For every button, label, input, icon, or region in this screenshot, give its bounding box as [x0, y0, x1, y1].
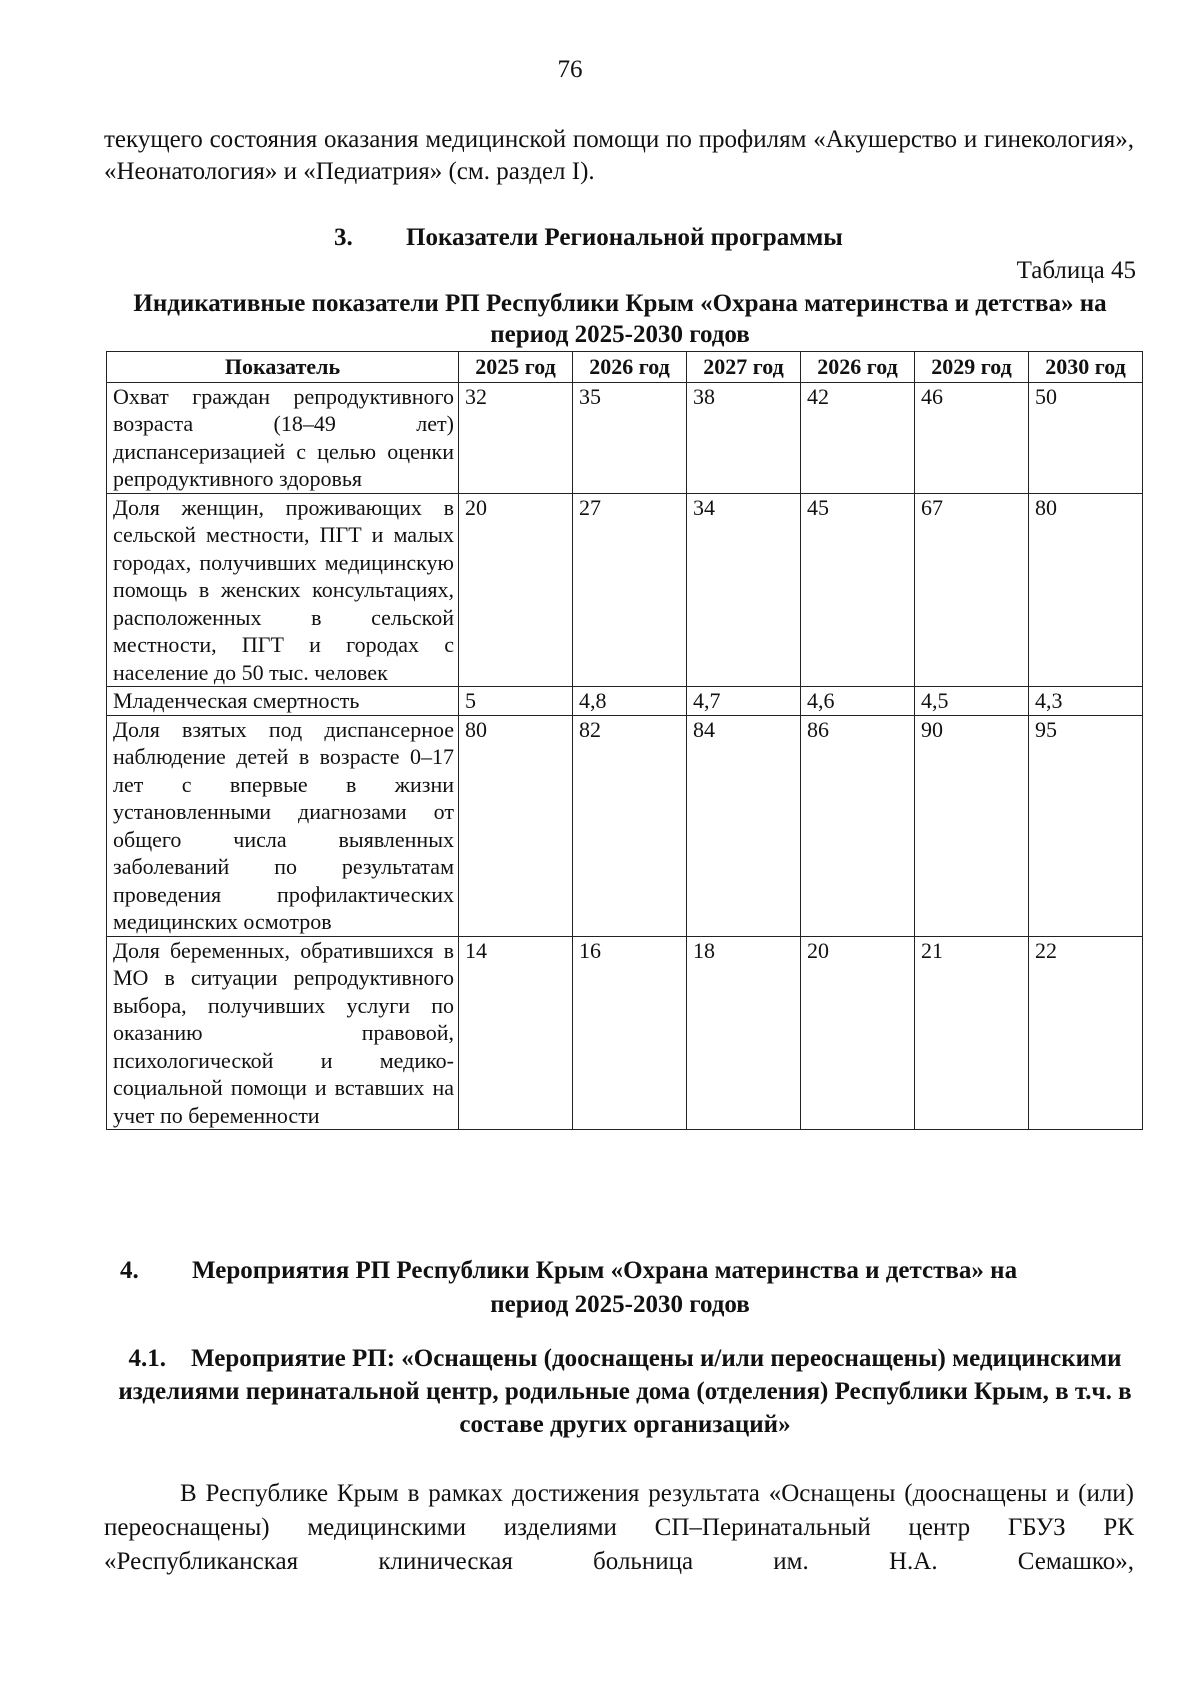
value-cell: 5 [459, 687, 573, 716]
table-row [107, 936, 1143, 1130]
value-cell: 16 [573, 936, 687, 1130]
value-cell: 21 [915, 936, 1029, 1130]
section-4-heading [110, 1254, 1130, 1322]
value-cell: 34 [687, 493, 801, 687]
value-cell: 67 [915, 493, 1029, 687]
section-4-title-line2: период 2025-2030 годов [490, 1291, 750, 1318]
indicators-table [106, 351, 1143, 1130]
value-cell: 4,7 [687, 687, 801, 716]
value-cell: 50 [1029, 382, 1143, 493]
column-header: 2027 год [687, 352, 801, 383]
value-cell: 22 [1029, 936, 1143, 1130]
value-cell: 4,3 [1029, 687, 1143, 716]
value-cell: 80 [1029, 493, 1143, 687]
value-cell: 4,5 [915, 687, 1029, 716]
indicator-cell: Охват граждан репродуктивного возраста (18–49 лет) диспансеризацией с целью оценки репродуктивного здоровья [107, 382, 459, 493]
column-header: Показатель [107, 352, 459, 383]
value-cell: 4,6 [801, 687, 915, 716]
value-cell: 86 [801, 715, 915, 936]
value-cell: 35 [573, 382, 687, 493]
table-row [107, 715, 1143, 936]
section-4-1-heading: 4.1. Мероприятие РП: «Оснащены (дооснащены и/или переоснащены) медицинскими изделиями перинатальной центр, родильные дома (отделения) Республики Крым, в т.ч. в составе других организаций» [118, 1345, 1138, 1438]
table-title: Индикативные показатели РП Республики Крым «Охрана материнства и детства» на период 2025-2030 годов [133, 290, 1107, 348]
intro-paragraph: текущего состояния оказания медицинской помощи по профилям «Акушерство и гинекология», «Неонатология» и «Педиатрия» (см. раздел I). [104, 126, 1134, 185]
section-3-title: Показатели Региональной программы [406, 224, 843, 251]
indicator-cell: Доля женщин, проживающих в сельской местности, ПГТ и малых городах, получивших медицинскую помощь в женских консультациях, расположенных в сельской местности, ПГТ и городах с население до 50 тыс. человек [107, 493, 459, 687]
value-cell: 18 [687, 936, 801, 1130]
value-cell: 90 [915, 715, 1029, 936]
column-header: 2026 год [573, 352, 687, 383]
indicator-cell: Младенческая смертность [107, 687, 459, 716]
section-3-number: 3. [334, 224, 353, 251]
value-cell: 20 [459, 493, 573, 687]
column-header: 2026 год [801, 352, 915, 383]
value-cell: 4,8 [573, 687, 687, 716]
value-cell: 27 [573, 493, 687, 687]
section-4-title-line1: Мероприятия РП Республики Крым «Охрана материнства и детства» на [192, 1257, 1018, 1284]
table-number: Таблица 45 [1016, 257, 1136, 284]
indicator-cell: Доля взятых под диспансерное наблюдение детей в возрасте 0–17 лет с впервые в жизни установленными диагнозами от общего числа выявленных заболеваний по результатам проведения профилактических медицинских осмотров [107, 715, 459, 936]
column-header: 2025 год [459, 352, 573, 383]
table-row [107, 382, 1143, 493]
value-cell: 32 [459, 382, 573, 493]
column-header: 2030 год [1029, 352, 1143, 383]
table-row [107, 687, 1143, 716]
value-cell: 38 [687, 382, 801, 493]
value-cell: 80 [459, 715, 573, 936]
column-header: 2029 год [915, 352, 1029, 383]
value-cell: 20 [801, 936, 915, 1130]
value-cell: 14 [459, 936, 573, 1130]
table-header-row [107, 352, 1143, 383]
value-cell: 82 [573, 715, 687, 936]
indicator-cell: Доля беременных, обратившихся в МО в ситуации репродуктивного выбора, получивших услуги по оказанию правовой, психологической и медико-социальной помощи и вставших на учет по беременности [107, 936, 459, 1130]
value-cell: 45 [801, 493, 915, 687]
value-cell: 84 [687, 715, 801, 936]
body-paragraph: В Республике Крым в рамках достижения результата «Оснащены (дооснащены и (или) переоснащены) медицинскими изделиями СП–Перинатальный центр ГБУЗ РК «Республиканская клиническая больница им. Н.А. Семашко», [104, 1480, 1134, 1575]
section-4-number: 4. [120, 1257, 139, 1284]
value-cell: 46 [915, 382, 1029, 493]
page-number: 76 [557, 56, 583, 83]
table-row [107, 493, 1143, 687]
value-cell: 95 [1029, 715, 1143, 936]
value-cell: 42 [801, 382, 915, 493]
